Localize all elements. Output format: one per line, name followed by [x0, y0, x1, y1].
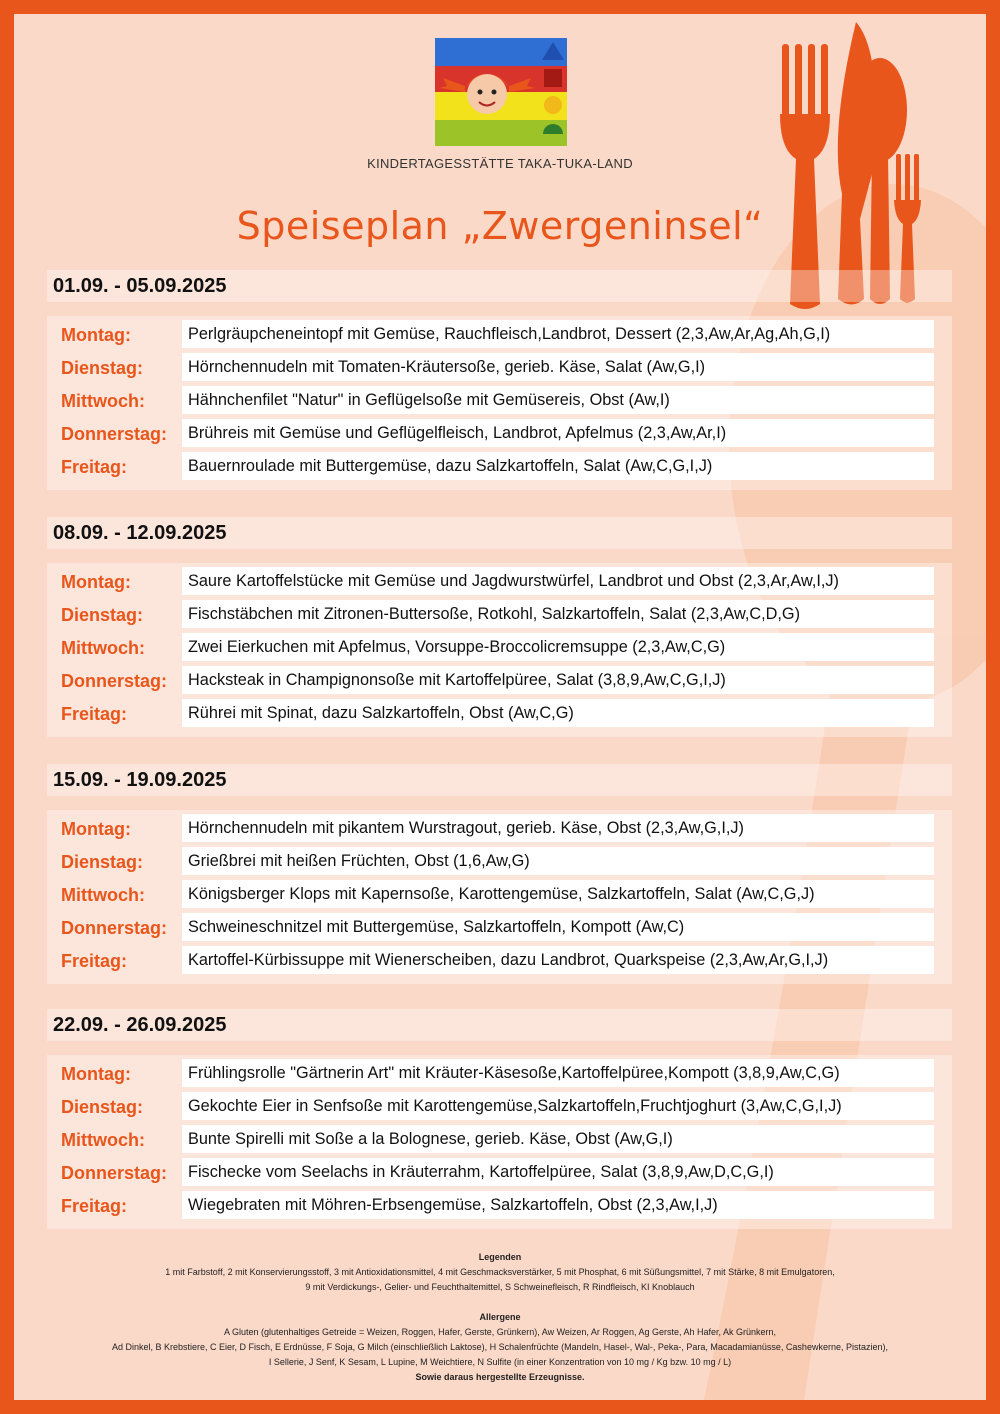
day-name: Freitag:: [61, 951, 128, 971]
week-days: [47, 810, 952, 984]
allergens-heading: Allergene: [479, 1312, 521, 1322]
day-name: Mittwoch:: [61, 391, 145, 411]
meal-description: Hacksteak in Champignonsoße mit Kartoffelpüree, Salat (3,8,9,Aw,C,G,I,J): [182, 666, 934, 694]
day-row: [47, 320, 952, 353]
week-days: [47, 563, 952, 737]
day-name: Donnerstag:: [61, 671, 168, 691]
week-days: [47, 316, 952, 490]
day-row: [47, 666, 952, 699]
day-row: [47, 1092, 952, 1125]
day-name: Freitag:: [61, 457, 128, 477]
day-row: [47, 847, 952, 880]
meal-description: Brühreis mit Gemüse und Geflügelfleisch, Landbrot, Apfelmus (2,3,Aw,Ar,I): [182, 419, 934, 447]
meal-description: Wiegebraten mit Möhren-Erbsengemüse, Salzkartoffeln, Obst (2,3,Aw,I,J): [182, 1191, 934, 1219]
day-row: [47, 880, 952, 913]
day-name: Mittwoch:: [61, 1130, 145, 1150]
meal-description: Gekochte Eier in Senfsoße mit Karottengemüse,Salzkartoffeln,Fruchtjoghurt (3,Aw,C,G,I,J): [182, 1092, 934, 1120]
week-block: [47, 1009, 952, 1229]
page-title: Speiseplan „Zwergeninsel“: [236, 204, 764, 248]
day-name: Mittwoch:: [61, 638, 145, 658]
meal-description: Frühlingsrolle "Gärtnerin Art" mit Kräuter-Käsesoße,Kartoffelpüree,Kompott (3,8,9,Aw,C,G): [182, 1059, 934, 1087]
week-date-range: 01.09. - 05.09.2025: [47, 270, 952, 302]
meal-description: Grießbrei mit heißen Früchten, Obst (1,6,Aw,G): [182, 847, 934, 875]
day-name: Dienstag:: [61, 852, 144, 872]
meal-description: Zwei Eierkuchen mit Apfelmus, Vorsuppe-Broccolicremsuppe (2,3,Aw,C,G): [182, 633, 934, 661]
day-name: Montag:: [61, 1064, 131, 1084]
week-block: [47, 764, 952, 984]
legend-section: [44, 1250, 956, 1295]
meal-description: Fischecke vom Seelachs in Kräuterrahm, Kartoffelpüree, Salat (3,8,9,Aw,D,C,G,I): [182, 1158, 934, 1186]
day-row: [47, 699, 952, 732]
week-date-range: 22.09. - 26.09.2025: [47, 1009, 952, 1041]
day-row: [47, 567, 952, 600]
day-name: Dienstag:: [61, 605, 144, 625]
day-row: [47, 353, 952, 386]
meal-description: Bauernroulade mit Buttergemüse, dazu Salzkartoffeln, Salat (Aw,C,G,I,J): [182, 452, 934, 480]
day-row: [47, 386, 952, 419]
day-name: Donnerstag:: [61, 424, 168, 444]
day-name: Freitag:: [61, 1196, 128, 1216]
day-name: Mittwoch:: [61, 885, 145, 905]
day-row: [47, 1125, 952, 1158]
day-row: [47, 600, 952, 633]
day-name: Montag:: [61, 572, 131, 592]
day-row: [47, 1191, 952, 1224]
day-name: Dienstag:: [61, 1097, 144, 1117]
legend-line: 9 mit Verdickungs-, Gelier- und Feuchthaltemittel, S Schweinefleisch, R Rindfleisch, KI Knoblauch: [305, 1282, 695, 1292]
day-row: [47, 814, 952, 847]
logo-icon: [435, 38, 567, 146]
meal-description: Kartoffel-Kürbissuppe mit Wienerscheiben, dazu Landbrot, Quarkspeise (2,3,Aw,Ar,G,I,J): [182, 946, 934, 974]
day-row: [47, 913, 952, 946]
day-row: [47, 452, 952, 485]
meal-description: Hähnchenfilet "Natur" in Geflügelsoße mit Gemüsereis, Obst (Aw,I): [182, 386, 934, 414]
meal-description: Perlgräupcheneintopf mit Gemüse, Rauchfleisch,Landbrot, Dessert (2,3,Aw,Ar,Ag,Ah,G,I): [182, 320, 934, 348]
week-date-range: 15.09. - 19.09.2025: [47, 764, 952, 796]
legend-line: 1 mit Farbstoff, 2 mit Konservierungsstoff, 3 mit Antioxidationsmittel, 4 mit Geschmacksverstärker, 5 mit Phosphat, 6 mit Süßungsmittel, 7 mit Stärke, 8 mit Emulgatoren,: [165, 1267, 835, 1277]
meal-description: Königsberger Klops mit Kapernsoße, Karottengemüse, Salzkartoffeln, Salat (Aw,C,G,J): [182, 880, 934, 908]
menu-page: [14, 14, 986, 1400]
allergens-line: Ad Dinkel, B Krebstiere, C Eier, D Fisch, E Erdnüsse, F Soja, G Milch (einschließlich Laktose), H Schalenfrüchte (Mandeln, Hasel-, Wal-, Peka-, Para, Macadamianüsse, Cashewkerne, Pistazien),: [112, 1342, 888, 1352]
day-row: [47, 946, 952, 979]
week-date-range: 08.09. - 12.09.2025: [47, 517, 952, 549]
allergens-note: Sowie daraus hergestellte Erzeugnisse.: [415, 1372, 585, 1382]
meal-description: Hörnchennudeln mit Tomaten-Kräutersoße, gerieb. Käse, Salat (Aw,G,I): [182, 353, 934, 381]
day-name: Freitag:: [61, 704, 128, 724]
day-name: Donnerstag:: [61, 918, 168, 938]
meal-description: Saure Kartoffelstücke mit Gemüse und Jagdwurstwürfel, Landbrot und Obst (2,3,Ar,Aw,I,J): [182, 567, 934, 595]
allergens-line: I Sellerie, J Senf, K Sesam, L Lupine, M Weichtiere, N Sulfite (in einer Konzentration von 10 mg / Kg bzw. 10 mg / L): [268, 1357, 732, 1367]
day-name: Dienstag:: [61, 358, 144, 378]
day-row: [47, 419, 952, 452]
day-name: Montag:: [61, 325, 131, 345]
day-row: [47, 1059, 952, 1092]
day-name: Donnerstag:: [61, 1163, 168, 1183]
day-row: [47, 633, 952, 666]
week-block: [47, 517, 952, 737]
day-name: Montag:: [61, 819, 131, 839]
meal-description: Hörnchennudeln mit pikantem Wurstragout, gerieb. Käse, Obst (2,3,Aw,G,I,J): [182, 814, 934, 842]
meal-description: Schweineschnitzel mit Buttergemüse, Salzkartoffeln, Kompott (Aw,C): [182, 913, 934, 941]
meal-description: Fischstäbchen mit Zitronen-Buttersoße, Rotkohl, Salzkartoffeln, Salat (2,3,Aw,C,D,G): [182, 600, 934, 628]
meal-description: Rührei mit Spinat, dazu Salzkartoffeln, Obst (Aw,C,G): [182, 699, 934, 727]
allergens-section: [44, 1310, 956, 1385]
organization-name: KINDERTAGESSTÄTTE TAKA-TUKA-LAND: [367, 156, 633, 171]
week-block: [47, 270, 952, 490]
day-row: [47, 1158, 952, 1191]
allergens-line: A Gluten (glutenhaltiges Getreide = Weizen, Roggen, Hafer, Gerste, Grünkern), Aw Weizen, Ar Roggen, Ag Gerste, Ah Hafer, Ak Grünkern,: [223, 1327, 777, 1337]
legend-heading: Legenden: [478, 1252, 522, 1262]
meal-description: Bunte Spirelli mit Soße a la Bolognese, gerieb. Käse, Obst (Aw,G,I): [182, 1125, 934, 1153]
week-days: [47, 1055, 952, 1229]
